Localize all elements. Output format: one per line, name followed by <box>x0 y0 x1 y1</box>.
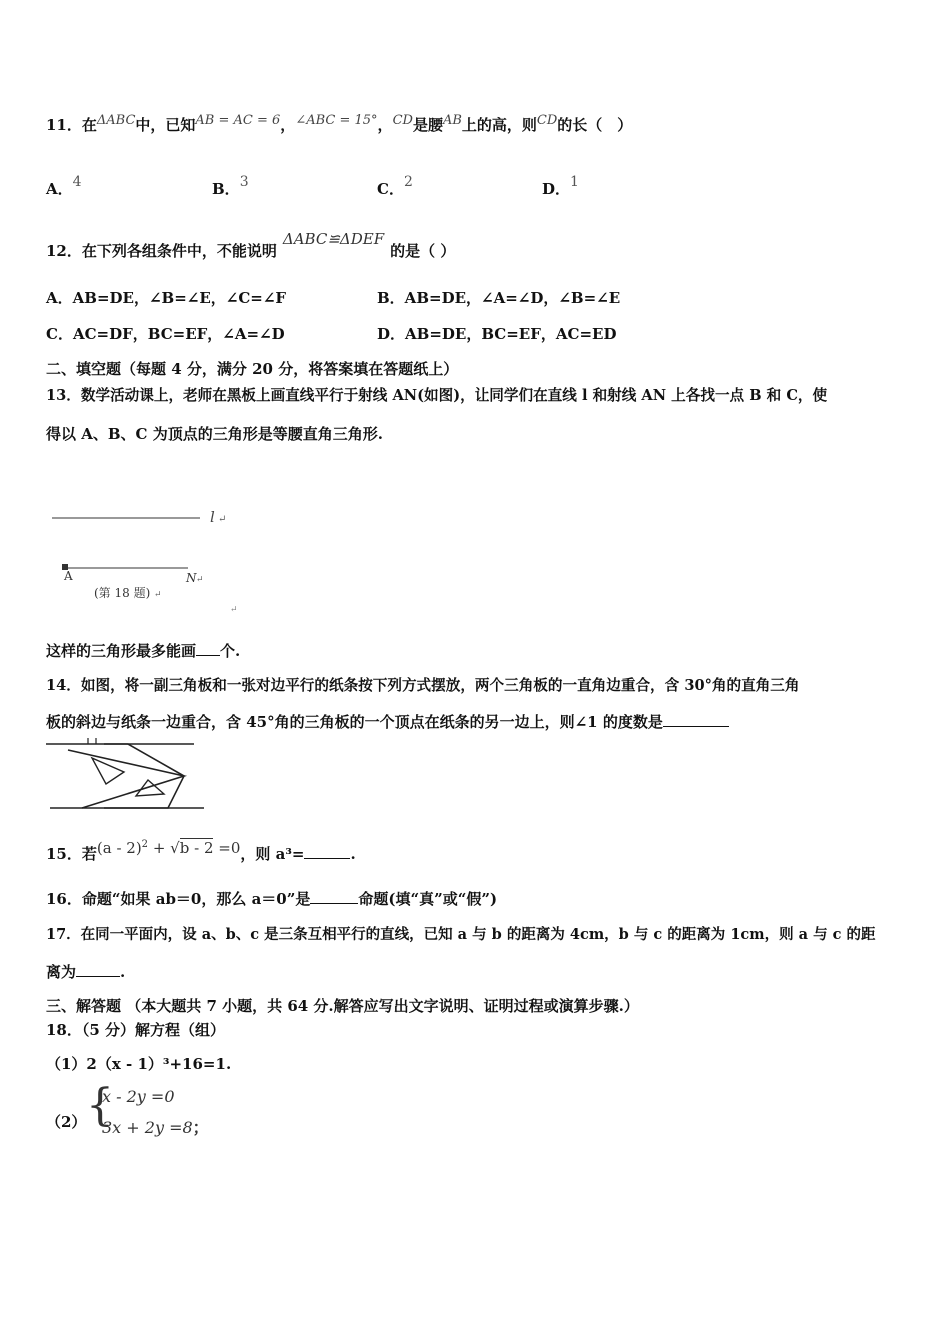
label-l: l <box>210 508 215 526</box>
option-value: 4 <box>72 174 82 190</box>
q17-line-2 <box>46 961 125 982</box>
q11-stem <box>46 114 632 135</box>
q15-mid: ，则 a³= <box>240 845 305 863</box>
q16-pre: 16．命题“如果 ab＝0，那么 a＝0”是 <box>46 890 311 908</box>
q12-option-b: B．AB=DE，∠A=∠D，∠B=∠E <box>377 289 621 307</box>
q13-line-2: 得以 A、B、C 为顶点的三角形是等腰直角三角形. <box>46 425 383 443</box>
q17-line-2-pre: 离为 <box>46 963 77 981</box>
q14-blank[interactable] <box>663 725 729 727</box>
q18-heading: 18．（5 分）解方程（组） <box>46 1021 226 1039</box>
q12-option-c: C．AC=DF，BC=EF，∠A=∠D <box>46 325 285 343</box>
q15 <box>46 839 356 864</box>
q11-text-2: 是腰 <box>412 116 443 134</box>
q15-post: . <box>350 845 356 863</box>
q15-pre: 15．若 <box>46 845 97 863</box>
q11-number: 11．在 <box>46 116 97 134</box>
system-brace: { <box>86 1080 114 1131</box>
q12-tail: 的是（ ） <box>390 242 456 260</box>
q18-part-1: （1）2（x - 1）³+16=1. <box>46 1055 232 1073</box>
q17-line-2-post: . <box>120 963 126 981</box>
q13-answer <box>46 640 240 661</box>
inner-triangle-2 <box>136 780 164 796</box>
q16-post: 命题(填“真”或“假”) <box>358 890 498 908</box>
q11-option-a <box>46 174 82 199</box>
q13-answer-pre: 这样的三角形最多能画 <box>46 642 197 660</box>
q16-blank[interactable] <box>310 902 358 904</box>
q16 <box>46 888 497 909</box>
system-equation-1: x - 2y =0 <box>102 1087 175 1106</box>
system-equation-2 <box>102 1115 209 1138</box>
q15-plus: + <box>152 839 166 857</box>
q11-cd: CD <box>392 113 413 128</box>
q12-stem <box>46 230 456 261</box>
q13-figure <box>40 496 260 616</box>
option-value: 3 <box>239 174 249 190</box>
triangle-30 <box>68 750 184 808</box>
section-3-heading: 三、解答题 （本大题共 7 小题，共 64 分.解答应写出文字说明、证明过程或演算步骤.） <box>46 997 639 1015</box>
q11-text-3: 上的高，则 <box>461 116 537 134</box>
return-mark-icon: ↵ <box>218 514 227 525</box>
q11-option-b <box>212 174 249 199</box>
q12-option-d: D．AB=DE，BC=EF，AC=ED <box>377 325 617 343</box>
q14-line-2-text: 板的斜边与纸条一边重合，含 45°角的三角板的一个顶点在纸条的另一边上，则∠1 的度数是 <box>46 713 663 731</box>
label-n: N <box>186 571 197 585</box>
q12-option-a: A．AB=DE，∠B=∠E，∠C=∠F <box>46 289 287 307</box>
q11-comma-2: ， <box>377 116 393 134</box>
q17-blank[interactable] <box>76 975 120 977</box>
q11-ab: AB <box>442 113 462 128</box>
q11-triangle: ΔABC <box>96 113 136 128</box>
q11-equation: AB = AC = 6 <box>195 113 281 128</box>
option-label: B． <box>212 180 240 198</box>
q17-line-1: 17．在同一平面内，设 a、b、c 是三条互相平行的直线，已知 a 与 b 的距离为 4cm，b 与 c 的距离为 1cm，则 a 与 c 的距 <box>46 926 876 943</box>
q12-stem-text: 12．在下列各组条件中，不能说明 <box>46 242 277 260</box>
q14-line-2 <box>46 711 729 732</box>
label-a: A <box>64 569 73 583</box>
q11-text-1: 中，已知 <box>135 116 196 134</box>
q12-formula: ΔABC≌ΔDEF <box>282 230 385 248</box>
q14-figure <box>44 738 214 813</box>
figure-caption: (第 18 题) <box>94 586 151 600</box>
section-2-heading: 二、填空题（每题 4 分，满分 20 分，将答案填在答题纸上） <box>46 360 459 378</box>
triangle-45 <box>104 744 184 808</box>
option-value: 1 <box>570 174 579 190</box>
q15-expr-base: (a - 2) <box>96 839 142 857</box>
q15-sqrt: b - 2 <box>179 839 214 857</box>
return-mark-icon: ↵ <box>230 605 238 615</box>
q15-expr-exp: 2 <box>141 839 149 850</box>
q11-angle: ∠ABC = 15° <box>295 113 378 128</box>
option-label: A． <box>46 180 73 198</box>
q11-cd-2: CD <box>536 113 558 128</box>
q15-eq: =0 <box>218 839 241 857</box>
q18-part-2-label: （2） <box>46 1113 87 1131</box>
q13-answer-post: 个. <box>220 642 241 660</box>
return-mark-icon: ↵ <box>154 590 162 600</box>
option-label: D． <box>542 180 571 198</box>
system-equation-2-text: 3x + 2y =8 <box>102 1118 193 1137</box>
q11-option-d <box>542 174 579 199</box>
q11-option-c <box>377 174 413 199</box>
q13-blank[interactable] <box>196 654 220 656</box>
q14-line-1: 14．如图，将一副三角板和一张对边平行的纸条按下列方式摆放，两个三角板的一直角边重合，含 30°角的直角三角 <box>46 677 800 694</box>
q15-blank[interactable] <box>304 857 350 859</box>
q11-text-4: 的长（ ） <box>557 116 633 134</box>
return-mark-icon: ↵ <box>196 575 204 585</box>
q13-line-1: 13．数学活动课上，老师在黑板上画直线平行于射线 AN(如图)，让同学们在直线 l 和射线 AN 上各找一点 B 和 C，使 <box>46 387 828 404</box>
q11-comma: ， <box>280 116 296 134</box>
semicolon: ； <box>192 1118 209 1137</box>
option-value: 2 <box>403 174 413 190</box>
option-label: C． <box>377 180 404 198</box>
q15-expr: (a - 2)$^2$ + √b - 2 =0 <box>96 839 241 857</box>
